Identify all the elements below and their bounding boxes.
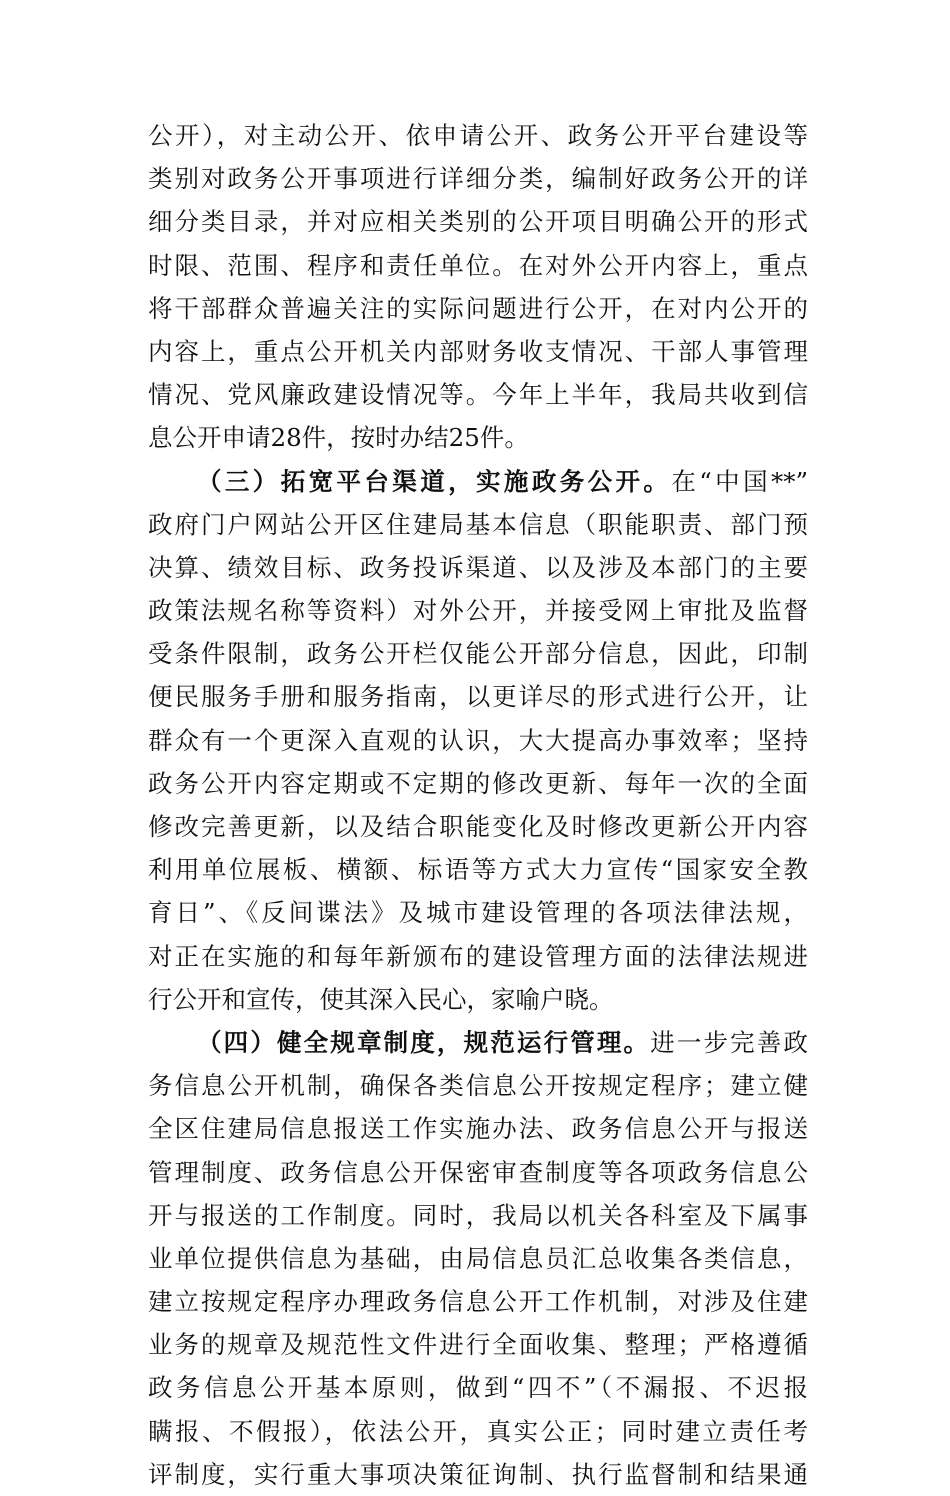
text-span: 在“中国**” [671, 466, 809, 496]
text-line: 群众有一个更深入直观的认识，大大提高办事效率；坚持 [148, 725, 808, 755]
text-line: 时限、范围、程序和责任单位。在对外公开内容上，重点 [148, 250, 808, 280]
text-line: 决算、绩效目标、政务投诉渠道、以及涉及本部门的主要 [148, 552, 808, 582]
text-line: 公开），对主动公开、依申请公开、政务公开平台建设等 [148, 121, 808, 150]
text-line: 政务公开内容定期或不定期的修改更新、每年一次的全面 [148, 768, 808, 798]
text-line: 利用单位展板、横额、标语等方式大力宣传“国家安全教 [148, 855, 808, 885]
text-line: 业单位提供信息为基础，由局信息员汇总收集各类信息， [148, 1243, 808, 1273]
paragraph-first-line [148, 1021, 808, 1064]
document-page [148, 114, 808, 1496]
text-line: 类别对政务公开事项进行详细分类，编制好政务公开的详 [148, 164, 808, 194]
text-line: 将干部群众普遍关注的实际问题进行公开，在对内公开的 [148, 293, 808, 323]
text-line: 开与报送的工作制度。同时，我局以机关各科室及下属事 [148, 1200, 808, 1230]
text-line: 息公开申请28件，按时办结25件。 [148, 423, 529, 453]
text-line: 全区住建局信息报送工作实施办法、政务信息公开与报送 [148, 1114, 808, 1144]
text-line: 修改完善更新，以及结合职能变化及时修改更新公开内容 [148, 812, 808, 841]
text-line: 内容上，重点公开机关内部财务收支情况、干部人事管理 [148, 336, 808, 366]
text-line: 务信息公开机制，确保各类信息公开按规定程序；建立健 [148, 1071, 808, 1101]
text-span: 进一步完善政 [650, 1027, 808, 1057]
text-line: 瞒报、不假报），依法公开，真实公正；同时建立责任考 [148, 1416, 808, 1446]
text-line: 政策法规名称等资料）对外公开，并接受网上审批及监督 [148, 596, 808, 626]
section-heading: （三）拓宽平台渠道，实施政务公开。 [197, 466, 672, 496]
text-line: 行公开和宣传，使其深入民心，家喻户晓。 [148, 984, 614, 1014]
text-line: 便民服务手册和服务指南，以更详尽的形式进行公开，让 [148, 682, 808, 712]
paragraph-2 [148, 460, 808, 1021]
text-line: 业务的规章及规范性文件进行全面收集、整理；严格遵循 [148, 1330, 808, 1360]
text-line: 细分类目录，并对应相关类别的公开项目明确公开的形式 [148, 207, 808, 237]
text-line: 情况、党风廉政建设情况等。今年上半年，我局共收到信 [148, 380, 808, 410]
text-line: 政府门户网站公开区住建局基本信息（职能职责、部门预 [148, 509, 808, 539]
text-line: 建立按规定程序办理政务信息公开工作机制，对涉及住建 [148, 1287, 808, 1317]
text-line: 评制度，实行重大事项决策征询制、执行监督制和结果通 [148, 1459, 808, 1489]
text-line: 管理制度、政务信息公开保密审查制度等各项政务信息公 [148, 1157, 808, 1187]
text-line: 育日”、《反间谍法》及城市建设管理的各项法律法规， [148, 898, 808, 928]
paragraph-1 [148, 114, 808, 460]
section-heading: （四）健全规章制度，规范运行管理。 [197, 1027, 651, 1057]
paragraph-first-line [148, 460, 808, 503]
text-line: 政务信息公开基本原则，做到“四不”（不漏报、不迟报 [148, 1373, 808, 1403]
text-line: 受条件限制，政务公开栏仅能公开部分信息，因此，印制 [148, 639, 808, 669]
paragraph-3 [148, 1021, 808, 1496]
text-line: 对正在实施的和每年新颁布的建设管理方面的法律法规进 [148, 941, 808, 971]
